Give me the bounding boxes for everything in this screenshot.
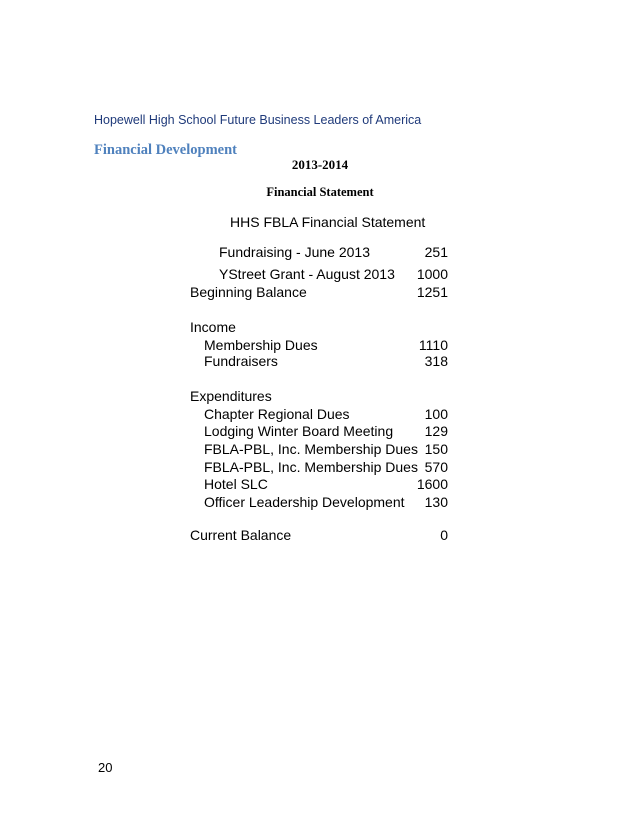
table-row <box>0 283 638 301</box>
year-heading <box>0 157 638 173</box>
table-row <box>0 475 638 493</box>
row-label: FBLA-PBL, Inc. Membership Dues <box>204 459 418 475</box>
row-label: Membership Dues <box>204 337 318 353</box>
table-row <box>0 405 638 423</box>
row-label: Expenditures <box>190 388 272 404</box>
row-amount: 570 <box>424 459 448 475</box>
row-amount: 1600 <box>416 476 448 492</box>
table-row <box>0 440 638 458</box>
row-label: Fundraisers <box>204 353 278 369</box>
table-row <box>0 422 638 440</box>
page-number: 20 <box>98 760 113 775</box>
row-amount: 130 <box>424 494 448 510</box>
row-amount: 251 <box>424 244 448 260</box>
table-row <box>0 458 638 476</box>
row-label: Current Balance <box>190 527 292 543</box>
row-amount: 1000 <box>416 266 448 282</box>
row-amount: 150 <box>424 441 448 457</box>
table-row <box>0 243 638 261</box>
table-row <box>0 265 638 283</box>
organization-header: Hopewell High School Future Business Leaders of America <box>94 113 422 127</box>
row-label: YStreet Grant - August 2013 <box>219 266 395 282</box>
row-amount: 129 <box>424 423 448 439</box>
row-label: Hotel SLC <box>204 476 268 492</box>
row-amount: 318 <box>424 353 448 369</box>
row-label: Chapter Regional Dues <box>204 406 350 422</box>
row-label: Income <box>190 319 236 335</box>
row-amount: 1251 <box>416 284 448 300</box>
year-text: 2013-2014 <box>291 157 349 172</box>
row-label: Lodging Winter Board Meeting <box>204 423 394 439</box>
table-row <box>0 387 638 405</box>
table-row <box>0 493 638 511</box>
section-title: Financial Development <box>94 142 237 158</box>
table-row <box>0 318 638 336</box>
row-label: FBLA-PBL, Inc. Membership Dues <box>204 441 418 457</box>
table-row <box>0 352 638 370</box>
row-label: Beginning Balance <box>190 284 307 300</box>
financial-statement-text: Financial Statement <box>266 185 374 199</box>
row-amount: 1110 <box>418 337 448 353</box>
table-title: HHS FBLA Financial Statement <box>230 214 426 230</box>
row-amount: 100 <box>424 406 448 422</box>
table-row <box>0 526 638 544</box>
financial-statement-heading <box>0 185 638 200</box>
row-label: Officer Leadership Development <box>204 494 405 510</box>
row-amount: 0 <box>440 527 448 543</box>
row-label: Fundraising - June 2013 <box>219 244 370 260</box>
